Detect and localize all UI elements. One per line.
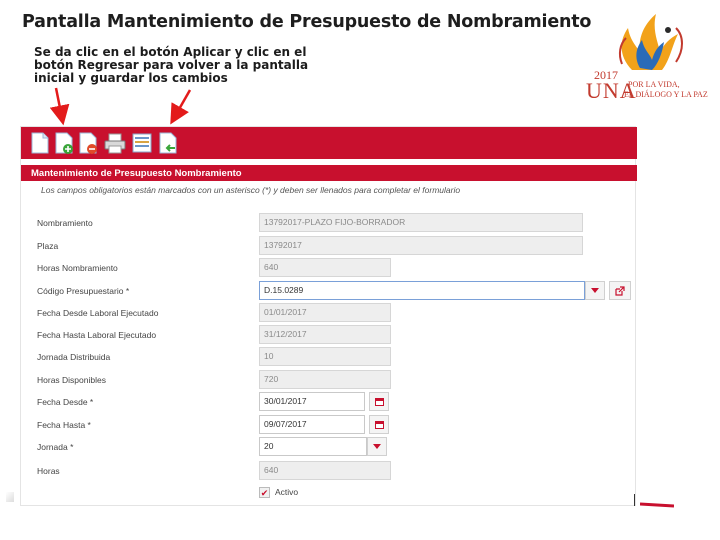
label-plaza: Plaza [37,241,59,251]
printer-icon [103,131,127,155]
logo-year: 2017 [594,68,618,82]
label-codigo-presupuestario: Código Presupuestario * [37,286,130,296]
add-document-icon [53,131,75,155]
page-title: Pantalla Mantenimiento de Presupuesto de Nombramiento [22,12,592,32]
print-button[interactable] [103,131,127,155]
logo-slogan-line2: EL DIÁLOGO Y LA PAZ [624,90,708,99]
label-fecha-desde: Fecha Desde * [37,397,94,407]
slide-divider [634,494,635,506]
label-horas: Horas [37,466,60,476]
nombramiento-field: 13792017-PLAZO FIJO-BORRADOR [259,213,583,232]
fecha-hasta-calendar-button[interactable] [369,415,389,434]
label-fecha-hasta: Fecha Hasta * [37,420,91,430]
horas-nombramiento-field: 640 [259,258,391,277]
logo-slogan-line1: POR LA VIDA, [628,80,680,89]
una-logo [580,8,710,108]
label-horas-disponibles: Horas Disponibles [37,375,106,385]
fecha-hasta-input[interactable]: 09/07/2017 [259,415,365,434]
remove-document-icon [77,131,99,155]
new-document-icon [29,131,51,155]
slide-accent-stroke [640,500,674,508]
jornada-dropdown-button[interactable] [367,437,387,456]
chevron-down-icon [591,288,599,294]
codigo-open-link-button[interactable] [609,281,631,300]
activo-label: Activo [275,487,299,497]
activo-checkbox[interactable]: ✔ [260,488,269,498]
label-fecha-desde-laboral: Fecha Desde Laboral Ejecutado [37,308,159,318]
jornada-select[interactable]: 20 [259,437,367,456]
codigo-dropdown-button[interactable] [585,281,605,300]
horas-field: 640 [259,461,391,480]
fecha-hasta-laboral-field: 31/12/2017 [259,325,391,344]
horas-disponibles-field: 720 [259,370,391,389]
slide-corner-decoration [6,492,14,502]
toolbar [21,127,637,159]
calendar-icon [375,397,384,406]
fecha-desde-input[interactable]: 30/01/2017 [259,392,365,411]
remove-document-button[interactable] [77,131,99,155]
label-nombramiento: Nombramiento [37,218,93,228]
label-fecha-hasta-laboral: Fecha Hasta Laboral Ejecutado [37,330,157,340]
external-link-icon [615,286,625,296]
jornada-distribuida-field: 10 [259,347,391,366]
label-jornada-distribuida: Jornada Distribuida [37,352,111,362]
panel-header: Mantenimiento de Presupuesto Nombramiento [21,165,637,181]
logo-una: UNA [586,78,637,103]
fecha-desde-laboral-field: 01/01/2017 [259,303,391,322]
app-window [20,126,636,506]
instruction-note: Se da clic en el botón Aplicar y clic en el botón Regresar para volver a la pantalla inicial y guardar los cambios [34,45,309,85]
add-document-button[interactable] [53,131,75,155]
calendar-icon [375,420,384,429]
apply-icon [131,131,153,155]
codigo-presupuestario-input[interactable]: D.15.0289 [259,281,585,300]
apply-button[interactable] [131,131,153,155]
arrow-to-apply [56,88,62,118]
return-icon [157,131,179,155]
return-button[interactable] [157,131,179,155]
form-instructions: Los campos obligatorios están marcados con un asterisco (*) y deben ser llenados para completar el formulario [41,185,461,195]
plaza-field: 13792017 [259,236,583,255]
chevron-down-icon [373,444,381,450]
fecha-desde-calendar-button[interactable] [369,392,389,411]
label-horas-nombramiento: Horas Nombramiento [37,263,118,273]
label-jornada: Jornada * [37,442,74,452]
arrow-to-return [174,90,190,118]
new-document-button[interactable] [29,131,51,155]
